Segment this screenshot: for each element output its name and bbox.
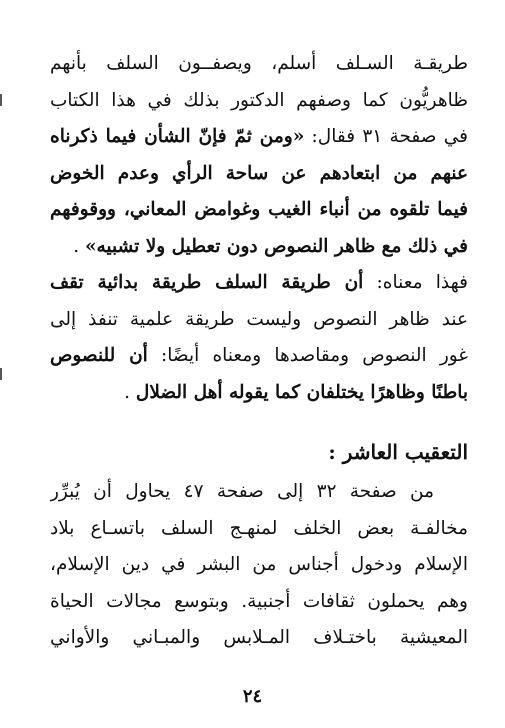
bold-quote-segment: عنهم من ابتعادهم عن ساحة الرأي وعدم الخوض	[50, 162, 468, 184]
text-line: المعيشية باختـلاف المـلابس والمبـاني والأواني	[50, 627, 468, 648]
page-number: ٢٤	[242, 686, 263, 707]
text-line	[50, 46, 468, 83]
bold-segment: باطنًا وظاهرًا يختلفان كما يقوله أهل الضلال	[135, 381, 468, 403]
text-segment: .	[124, 381, 136, 403]
text-line	[50, 156, 468, 193]
paragraph-2	[50, 474, 468, 657]
scan-edge-mark	[0, 94, 2, 106]
text-line: وهم يحملون ثقافات أجنبية. وبتوسع مجالات الحياة	[50, 590, 468, 612]
scan-edge-mark	[0, 368, 2, 380]
text-line	[50, 192, 468, 229]
paragraph-1	[50, 46, 468, 411]
text-line	[50, 338, 468, 375]
text-line	[50, 83, 468, 120]
text-segment: طريقـة السـلف أسلم، ويصفــون السلف بأنهم	[50, 53, 468, 74]
text-segment: غور النصوص ومقاصدها ومعناه أيضًا:	[147, 345, 468, 366]
text-line: من صفحة ٣٢ إلى صفحة ٤٧ يحاول أن يُبرِّر	[50, 481, 434, 502]
text-line	[50, 302, 468, 339]
text-line	[50, 229, 468, 266]
bold-quote-segment: «ومن ثمّ فإنّ الشأن فيما ذكرناه	[50, 126, 305, 147]
section-heading: التعقيب العاشر :	[328, 440, 468, 464]
bold-quote-segment: فيما تلقوه من أنباء الغيب وغوامض المعاني، ووقوفهم	[50, 199, 468, 220]
text-line	[50, 375, 468, 412]
text-segment: ظاهريُّون كما وصفهم الدكتور بذلك في هذا الكتاب	[50, 89, 468, 111]
text-line: الإسلام ودخول أجناس من البشر في دين الإسلام،	[50, 554, 468, 575]
bold-quote-segment: في ذلك مع ظاهر النصوص دون تعطيل ولا تشبيه»	[84, 235, 468, 257]
text-line	[50, 119, 468, 156]
text-segment: عند ظاهر النصوص وليست طريقة علمية تنفذ إلى	[50, 308, 468, 330]
text-segment: .	[73, 235, 85, 257]
text-segment: في صفحة ٣١ فقال:	[304, 126, 468, 147]
bold-segment: أن للنصوص	[50, 345, 148, 366]
text-segment: فهذا معناه:	[363, 272, 468, 293]
text-line	[50, 265, 468, 302]
text-line: مخالفـة بعض الخلف لمنهـج السلف باتسـاع بلاد	[50, 517, 468, 539]
bold-segment: أن طريقة السلف طريقة بدائية تقف	[50, 272, 364, 293]
